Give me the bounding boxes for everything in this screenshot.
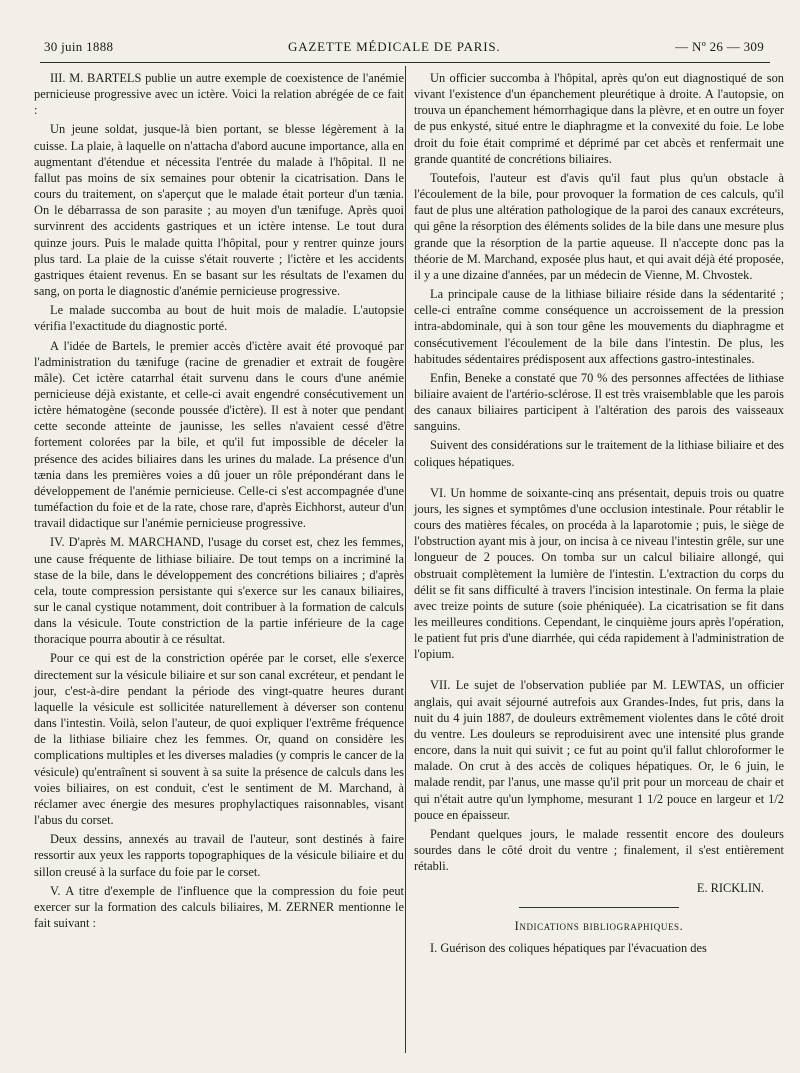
paragraph: IV. D'après M. MARCHAND, l'usage du corset est, chez les femmes, une cause fréquente de lithiase biliaire. De tout temps on a incriminé la stase de la bile, dans le développement des concrétions biliaires ; d'après cela, toute compression persistante qui s'exerce sur les canaux biliaires, sur le canal cystique notamment, doit contribuer à la formation de calculs dans la vésicule. Toute constriction de la partie inférieure de la cage thoracique pourra aboutir à ce résultat.	[34, 535, 404, 647]
section-rule	[519, 907, 679, 908]
section-gap	[414, 665, 784, 677]
paragraph: Enfin, Beneke a constaté que 70 % des personnes affectées de lithiase biliaire avaient de l'artério-sclérose. Il est très vraisemblable que les parois des canaux biliaires participent à l'altération des parois des vaisseaux sanguins.	[414, 370, 784, 434]
paragraph: Pendant quelques jours, le malade ressentit encore des douleurs sourdes dans le côté droit du ventre ; finalement, il s'est entièrement rétabli.	[414, 826, 784, 874]
paragraph: VI. Un homme de soixante-cinq ans présentait, depuis trois ou quatre jours, les signes et symptômes d'une occlusion intestinale. Pour rétablir le cours des matières fécales, on procéda à la laparotomie ; puis, le siège de l'obstruction ayant mis à jour, on incisa à ce niveau l'intestin grêle, sur une longueur de 2 pouces. On tomba sur un calcul biliaire allongé, qui obstruait complètement la lumière de l'intestin. L'extraction du corps du délit se fit sans difficulté à travers l'incision intestinale. On ferma la plaie avec treize points de suture (soie phéniquée). La cicatrisation se fit dans les meilleures conditions. Cependant, le cinquième jours après l'opération, le patient fut pris d'une diarrhée, qui céda rapidement à l'administration de l'opium.	[414, 485, 784, 662]
paragraph: Suivent des considérations sur le traitement de la lithiase biliaire et des coliques hépatiques.	[414, 438, 784, 469]
right-column	[414, 70, 784, 959]
paragraph: La principale cause de la lithiase biliaire réside dans la sédentarité ; celle-ci entraîne comme conséquence un accroissement de la pression intra-abdominale, qui à son tour gêne les mouvements du diaphragme et consécutivement l'écoulement de la bile dans l'intestin. De plus, les habitudes sédentaires prédisposent aux affections gastro-intestinales.	[414, 287, 784, 366]
paragraph: Un jeune soldat, jusque-là bien portant, se blesse légèrement à la cuisse. La plaie, à laquelle on n'attacha d'abord aucune importance, alla en augmentant d'étendue et nécessita l'entrée du malade à l'hôpital. Il ne fallut pas moins de six semaines pour obtenir la cicatrisation. Dans le cours du traitement, on s'aperçut que le malade était porteur d'un tænia. On le débarrassa de son parasite ; au moyen d'un tænifuge. Après quoi survinrent des accidents gastriques et un ictère intense. Le tout dura quinze jours. Puis le malade quitta l'hôpital, pour y rentrer quinze jours plus tard. La plaie de la cuisse s'était rouverte ; l'ictère et les accidents gastriques étaient revenus. En se basant sur les résultats de l'examen du sang, on porta le diagnostic d'anémie pernicieuse progressive.	[34, 122, 404, 299]
bibliography-heading: Indications bibliographiques.	[514, 918, 684, 933]
paragraph: Deux dessins, annexés au travail de l'auteur, sont destinés à faire ressortir aux yeux les rapports topographiques de la vésicule biliaire et du sillon creusé à la surface du foie par le corset.	[34, 832, 404, 879]
bibliography-entry: I. Guérison des coliques hépatiques par l'évacuation des	[430, 940, 707, 955]
running-header	[44, 36, 764, 58]
paragraph: III. M. BARTELS publie un autre exemple de coexistence de l'anémie pernicieuse progressive avec un ictère. Voici la relation abrégée de ce fait :	[34, 71, 404, 118]
paragraph: Toutefois, l'auteur est d'avis qu'il faut plus qu'un obstacle à l'écoulement de la bile, pour provoquer la formation de ces calculs, qu'il faut de plus une altération pathologique de la paroi des canaux excréteurs, qui gêne la résorption des éléments solides de la bile dans une mesure plus grande que la résorption de la partie aqueuse. Il n'accepte donc pas la théorie de M. Marchand, exposée plus haut, et qui avait déjà été proposée, il y a une dizaine d'années, par un médecin de Vienne, M. Chvostek.	[414, 170, 784, 282]
author-signature: E. RICKLIN.	[696, 881, 764, 896]
column-divider	[405, 66, 406, 1053]
header-date: 30 juin 1888	[44, 39, 114, 54]
section-gap	[414, 473, 784, 485]
paragraph: VII. Le sujet de l'observation publiée par M. LEWTAS, un officier anglais, qui avait séjourné autrefois aux Grandes-Indes, fut pris, dans la nuit du 4 juin 1887, de douleurs extrêmement violentes dans le côté droit du ventre. Les douleurs se reproduisirent avec une intensité plus grande encore, dans la nuit qui suivit ; ce fut au point qu'il fallut chloroformer le malade. On crut à des accès de coliques hépatiques. Or, le 6 juin, le malade rendit, par l'anus, une masse qu'il prit pour un morceau de chair et qui n'était autre qu'un lymphome, mesurant 1 1/2 pouce en largeur et 1/2 pouce en épaisseur.	[414, 678, 784, 822]
paragraph: Le malade succomba au bout de huit mois de maladie. L'autopsie vérifia l'exactitude du diagnostic porté.	[34, 303, 404, 334]
header-rule	[40, 62, 770, 63]
left-column	[34, 70, 404, 934]
paragraph: Pour ce qui est de la constriction opérée par le corset, elle s'exerce directement sur la vésicule biliaire et sur son canal excréteur, et pendant le jour, c'est-à-dire pendant la période des vingt-quatre heures durant laquelle la vésicule est sollicitée naturellement à déverser son contenu dans l'intestin. Voilà, selon l'auteur, de quoi expliquer l'extrême fréquence de la lithiase biliaire chez les femmes. Or, quand on considère les complications multiples et les diverses maladies (y compris le cancer de la vésicule) qu'entraînent si souvent à sa suite la présence de calculs dans les voies biliaires, on est conduit, c'est le sentiment de M. Marchand, à réclamer avec énergie des mesures prophylactiques raisonnables, visant l'abus du corset.	[34, 651, 404, 828]
paragraph: Un officier succomba à l'hôpital, après qu'on eut diagnostiqué de son vivant l'existence d'un épanchement pleurétique à droite. A l'autopsie, on trouva un épanchement hémorrhagique dans la plèvre, et en outre un foyer de pus enkysté, situé entre le diaphragme et la convexité du foie. Le lobe droit du foie était comprimé et déprimé par cet abcès et renfermait une grande quantité de concrétions biliaires.	[414, 71, 784, 166]
header-journal-title: GAZETTE MÉDICALE DE PARIS.	[288, 39, 501, 54]
paragraph: A l'idée de Bartels, le premier accès d'ictère avait été provoqué par l'administration du tænifuge (racine de grenadier et extrait de fougère mâle). Cet ictère catarrhal était survenu dans le cours d'une anémie pernicieuse déjà existante, et celle-ci avait engendré consécutivement un ictère hématogène (seconde poussée d'ictère). Il est à noter que pendant cette seconde atteinte de jaunisse, les selles n'avaient cessé d'être fortement colorées par la bile, et qu'il fut impossible de déceler la présence des acides biliaires dans les urines du malade. La présence d'un tænia dans les premières voies a dû jouer un rôle prépondérant dans le développement de l'anémie pernicieuse. Celle-ci s'est accompagnée d'une tuméfaction du foie et de la rate, chose rare, d'après Eichhorst, auteur d'un travail didactique sur l'anémie pernicieuse progressive.	[34, 338, 404, 531]
paragraph: V. A titre d'exemple de l'influence que la compression du foie peut exercer sur la formation des calculs biliaires, M. ZERNER mentionne le fait suivant :	[34, 883, 404, 930]
header-issue-page: — Nº 26 — 309	[675, 39, 764, 54]
